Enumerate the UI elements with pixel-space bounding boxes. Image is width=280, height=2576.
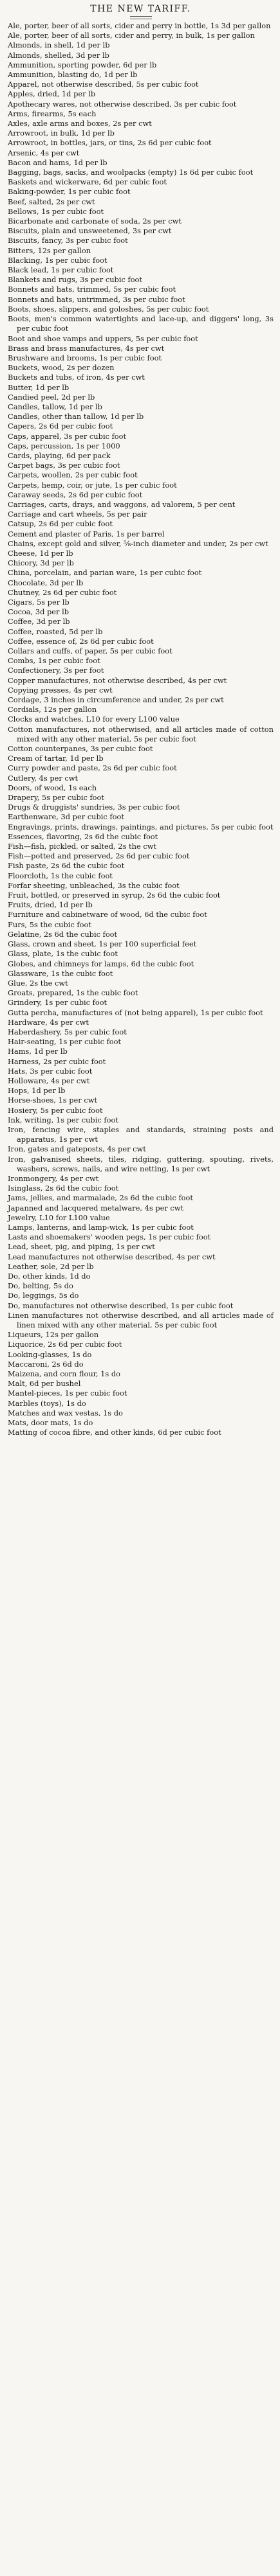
tariff-entry: Cards, playing, 6d per pack — [8, 450, 111, 460]
tariff-entry: Liquorice, 2s 6d per cubic foot — [8, 1340, 122, 1349]
tariff-entry: Bonnets and hats, trimmed, 5s per cubic foot — [8, 285, 176, 294]
tariff-entry: Capers, 2s 6d per cubic foot — [8, 422, 113, 431]
tariff-entry: Copper manufactures, not otherwise described, 4s per cwt — [8, 675, 227, 685]
tariff-entry: Iron, fencing wire, staples and standards, straining posts and apparatus, 1s per cwt — [8, 1124, 274, 1144]
tariff-entry: Arms, firearms, 5s each — [8, 109, 97, 118]
tariff-entry: Isinglass, 2s 6d the cubic foot — [8, 1184, 119, 1193]
tariff-entry: Horse-shoes, 1s per cwt — [8, 1096, 98, 1105]
tariff-entry: Chutney, 2s 6d per cubic foot — [8, 587, 117, 597]
tariff-entry: Black lead, 1s per cubic foot — [8, 265, 114, 275]
tariff-entry: Lasts and shoemakers' wooden pegs, 1s per cubic foot — [8, 1232, 211, 1242]
tariff-entry: Carriages, carts, drays, and waggons, ad valorem, 5 per cent — [8, 499, 236, 509]
tariff-entry: Drapery, 5s per cubic foot — [8, 793, 104, 803]
tariff-entry: Chains, except gold and silver, ⅝-inch diameter and under, 2s per cwt — [8, 538, 268, 548]
tariff-entry: Cocoa, 3d per lb — [8, 607, 70, 617]
tariff-entry: Gelatine, 2s 6d the cubic foot — [8, 929, 118, 939]
tariff-entry: Chocolate, 3d per lb — [8, 578, 84, 587]
tariff-entry: Candied peel, 2d per lb — [8, 392, 95, 402]
tariff-entry: Boot and shoe vamps and uppers, 5s per cubic foot — [8, 333, 198, 343]
tariff-entry: Mantel-pieces, 1s per cubic foot — [8, 1389, 127, 1398]
tariff-entry: Cutlery, 4s per cwt — [8, 773, 79, 783]
tariff-entry: Hardware, 4s per cwt — [8, 1017, 89, 1027]
tariff-entry: Forfar sheeting, unbleached, 3s the cubic foot — [8, 880, 180, 890]
tariff-entry: Carriage and cart wheels, 5s per pair — [8, 510, 147, 519]
tariff-entry: Harness, 2s per cubic foot — [8, 1056, 106, 1066]
tariff-entry: Cotton counterpanes, 3s per cubic foot — [8, 744, 153, 754]
tariff-entry: Arrowroot, in bottles, jars, or tins, 2s 6d per cubic foot — [8, 138, 212, 148]
tariff-entry: Clocks and watches, L10 for every L100 value — [8, 715, 180, 724]
tariff-entry: Curry powder and paste, 2s 6d per cubic foot — [8, 763, 177, 773]
tariff-entry: Malt, 6d per bushel — [8, 1379, 81, 1389]
tariff-entry: Brushware and brooms, 1s per cubic foot — [8, 353, 162, 362]
tariff-entry: Collars and cuffs, of paper, 5s per cubic foot — [8, 646, 173, 655]
tariff-entry: Engravings, prints, drawings, paintings, and pictures, 5s per cubic foot — [8, 822, 274, 831]
tariff-entry: Iron, gates and gateposts, 4s per cwt — [8, 1144, 146, 1154]
tariff-entry: Hops, 1d per lb — [8, 1086, 66, 1096]
tariff-entry: Hams, 1d per lb — [8, 1047, 68, 1056]
tariff-entry: Candles, tallow, 1d per lb — [8, 402, 102, 411]
tariff-entry: Furs, 5s the cubic foot — [8, 919, 91, 929]
tariff-entry: Buckets and tubs, of iron, 4s per cwt — [8, 373, 145, 382]
tariff-entry: Arsenic, 4s per cwt — [8, 148, 80, 157]
tariff-entry: Baking-powder, 1s per cubic foot — [8, 187, 131, 197]
tariff-entry: Do, other kinds, 1d do — [8, 1272, 91, 1281]
tariff-entry: Cheese, 1d per lb — [8, 548, 73, 558]
tariff-entry: Fruit, bottled, or preserved in syrup, 2s 6d the cubic foot — [8, 891, 221, 900]
tariff-entry: Fish—potted and preserved, 2s 6d per cubic foot — [8, 851, 190, 861]
tariff-entry: Butter, 1d per lb — [8, 382, 70, 392]
tariff-entry: Marbles (toys), 1s do — [8, 1398, 86, 1408]
tariff-entry: Earthenware, 3d per cubic foot — [8, 812, 124, 822]
tariff-entry: Candles, other than tallow, 1d per lb — [8, 412, 144, 422]
tariff-entry: Bitters, 12s per gallon — [8, 245, 91, 255]
tariff-entry: Glass, crown and sheet, 1s per 100 superficial feet — [8, 939, 197, 949]
tariff-entry: Copying presses, 4s per cwt — [8, 685, 113, 695]
tariff-entry: Almonds, shelled, 3d per lb — [8, 50, 109, 60]
tariff-entry: Gutta percha, manufactures of (not being apparel), 1s per cubic foot — [8, 1008, 263, 1017]
page-title: THE NEW TARIFF. — [90, 4, 191, 14]
tariff-entry: Bacon and hams, 1d per lb — [8, 157, 107, 167]
tariff-entry: Axles, axle arms and boxes, 2s per cwt — [8, 119, 152, 129]
tariff-entry: Ammunition, blasting do, 1d per lb — [8, 70, 138, 80]
tariff-entry: Leather, sole, 2d per lb — [8, 1261, 94, 1271]
tariff-entry: Matches and wax vestas, 1s do — [8, 1408, 123, 1417]
tariff-entry: Hosiery, 5s per cubic foot — [8, 1105, 103, 1115]
tariff-entry: Fish—fish, pickled, or salted, 2s the cwt — [8, 842, 157, 851]
tariff-entry: Boots, men's common watertights and lace-up, and diggers' long, 3s per cubic foot — [8, 314, 274, 333]
tariff-entry: Japanned and lacquered metalware, 4s per cwt — [8, 1203, 184, 1212]
tariff-entry: Do, belting, 5s do — [8, 1281, 73, 1291]
tariff-entry: Looking-glasses, 1s do — [8, 1349, 92, 1359]
tariff-entry: Blacking, 1s per cubic foot — [8, 255, 107, 265]
tariff-entry: Chicory, 3d per lb — [8, 558, 74, 568]
title-divider — [130, 16, 152, 19]
tariff-entry: Brass and brass manufactures, 4s per cwt — [8, 343, 165, 353]
tariff-entry: Floorcloth, 1s the cubic foot — [8, 871, 113, 880]
tariff-entry: Lead manufactures not otherwise described, 4s per cwt — [8, 1252, 216, 1261]
tariff-entry: Biscuits, fancy, 3s per cubic foot — [8, 236, 128, 245]
tariff-entry: Furniture and cabinetware of wood, 6d the cubic foot — [8, 910, 207, 919]
tariff-entry: Linen manufactures not otherwise described, and all articles made of linen mixed with any other material, 5s per cubic foot — [8, 1310, 274, 1330]
tariff-entry: Arrowroot, in bulk, 1d per lb — [8, 129, 115, 138]
tariff-entry: Coffee, roasted, 5d per lb — [8, 626, 103, 636]
tariff-entry: Fish paste, 2s 6d the cubic foot — [8, 861, 125, 871]
tariff-entry: Maizena, and corn flour, 1s do — [8, 1369, 120, 1379]
tariff-entry: Groats, prepared, 1s the cubic foot — [8, 988, 138, 998]
tariff-entry: Ale, porter, beer of all sorts, cider and perry in bottle, 1s 3d per gallon — [8, 21, 271, 30]
tariff-entry: Glue, 2s the cwt — [8, 978, 68, 988]
tariff-entry: Iron, galvanised sheets, tiles, ridging, guttering, spouting, rivets, washers, screws, nails, and wire netting, 1s per cwt — [8, 1154, 274, 1173]
tariff-entry: Matting of cocoa fibre, and other kinds, 6d per cubic foot — [8, 1428, 221, 1437]
tariff-entry: Hair-seating, 1s per cubic foot — [8, 1037, 122, 1047]
tariff-entry: Caps, apparel, 3s per cubic foot — [8, 431, 127, 441]
tariff-entry: Buckets, wood, 2s per dozen — [8, 363, 115, 373]
tariff-entry: Carpets, hemp, coir, or jute, 1s per cubic foot — [8, 480, 177, 490]
tariff-entry: Beef, salted, 2s per cwt — [8, 197, 95, 206]
tariff-entry: Cement and plaster of Paris, 1s per barrel — [8, 529, 165, 538]
tariff-entry: Mats, door mats, 1s do — [8, 1418, 93, 1428]
tariff-entry: Haberdashery, 5s per cubic foot — [8, 1027, 127, 1036]
tariff-entry: Catsup, 2s 6d per cubic foot — [8, 519, 113, 529]
tariff-entry: Ironmongery, 4s per cwt — [8, 1173, 99, 1183]
tariff-entry: Grindery, 1s per cubic foot — [8, 998, 107, 1008]
tariff-entry: Almonds, in shell, 1d per lb — [8, 40, 110, 50]
tariff-entry: Essences, flavoring, 2s 6d the cubic foot — [8, 831, 158, 841]
tariff-entry: Cotton manufactures, not otherwised, and all articles made of cotton mixed with any other material, 5s per cubic foot — [8, 724, 274, 743]
tariff-entry: Apparel, not otherwise described, 5s per cubic foot — [8, 80, 199, 89]
tariff-entry: Cordials, 12s per gallon — [8, 705, 97, 715]
tariff-entry: Bagging, bags, sacks, and woolpacks (empty) 1s 6d per cubic foot — [8, 168, 254, 177]
tariff-entry: Coffee, 3d per lb — [8, 617, 70, 626]
tariff-entry: Fruits, dried, 1d per lb — [8, 900, 93, 910]
tariff-entry: Hats, 3s per cubic foot — [8, 1066, 93, 1076]
tariff-entry: Caps, percussion, 1s per 1000 — [8, 441, 120, 450]
tariff-entry: Biscuits, plain and unsweetened, 3s per cwt — [8, 226, 172, 236]
tariff-entry: Carpet bags, 3s per cubic foot — [8, 461, 120, 470]
tariff-entry: China, porcelain, and parian ware, 1s per cubic foot — [8, 568, 202, 578]
tariff-entry: Glassware, 1s the cubic foot — [8, 968, 113, 978]
tariff-entry: Ale, porter, beer of all sorts, cider and perry, in bulk, 1s per gallon — [8, 31, 255, 40]
tariff-entry: Bellows, 1s per cubic foot — [8, 206, 104, 216]
tariff-entry: Bicarbonate and carbonate of soda, 2s per cwt — [8, 217, 182, 226]
tariff-entry: Confectionery, 3s per foot — [8, 666, 104, 675]
tariff-entry: Cream of tartar, 1d per lb — [8, 754, 104, 763]
tariff-entry-list — [8, 21, 274, 1437]
tariff-entry: Caraway seeds, 2s 6d per cubic foot — [8, 490, 143, 499]
tariff-entry: Glass, plate, 1s the cubic foot — [8, 949, 118, 959]
tariff-entry: Blankets and rugs, 3s per cubic foot — [8, 275, 142, 285]
tariff-entry: Lamps, lanterns, and lamp-wick, 1s per cubic foot — [8, 1222, 194, 1232]
tariff-entry: Do, leggings, 5s do — [8, 1291, 79, 1301]
tariff-entry: Combs, 1s per cubic foot — [8, 656, 100, 666]
tariff-entry: Baskets and wickerware, 6d per cubic foot — [8, 177, 167, 187]
tariff-entry: Cigars, 5s per lb — [8, 597, 70, 607]
tariff-entry: Coffee, essence of, 2s 6d per cubic foot — [8, 636, 154, 646]
tariff-entry: Bonnets and hats, untrimmed, 3s per cubic foot — [8, 294, 185, 304]
tariff-entry: Apples, dried, 1d per lb — [8, 89, 96, 99]
tariff-entry: Lead, sheet, pig, and piping, 1s per cwt — [8, 1242, 155, 1252]
tariff-entry: Drugs & druggists' sundries, 3s per cubic foot — [8, 803, 180, 812]
tariff-entry: Do, manufactures not otherwise described, 1s per cubic foot — [8, 1301, 234, 1310]
tariff-entry: Boots, shoes, slippers, and goloshes, 5s per cubic foot — [8, 304, 209, 314]
tariff-entry: Cordage, 3 inches in circumference and under, 2s per cwt — [8, 695, 224, 705]
tariff-entry: Ink, writing, 1s per cubic foot — [8, 1115, 118, 1124]
tariff-entry: Globes, and chimneys for lamps, 6d the cubic foot — [8, 959, 194, 968]
tariff-entry: Holloware, 4s per cwt — [8, 1076, 90, 1085]
tariff-entry: Liqueurs, 12s per gallon — [8, 1330, 99, 1340]
tariff-entry: Jewelry, L10 for L100 value — [8, 1212, 110, 1222]
tariff-entry: Jams, jellies, and marmalade, 2s 6d the cubic foot — [8, 1193, 193, 1203]
tariff-entry: Doors, of wood, 1s each — [8, 783, 97, 792]
tariff-entry: Maccaroni, 2s 6d do — [8, 1359, 84, 1369]
tariff-entry: Apothecary wares, not otherwise described, 3s per cubic foot — [8, 99, 237, 109]
tariff-entry: Carpets, woollen, 2s per cubic foot — [8, 470, 138, 480]
tariff-entry: Ammunition, sporting powder, 6d per lb — [8, 60, 157, 69]
